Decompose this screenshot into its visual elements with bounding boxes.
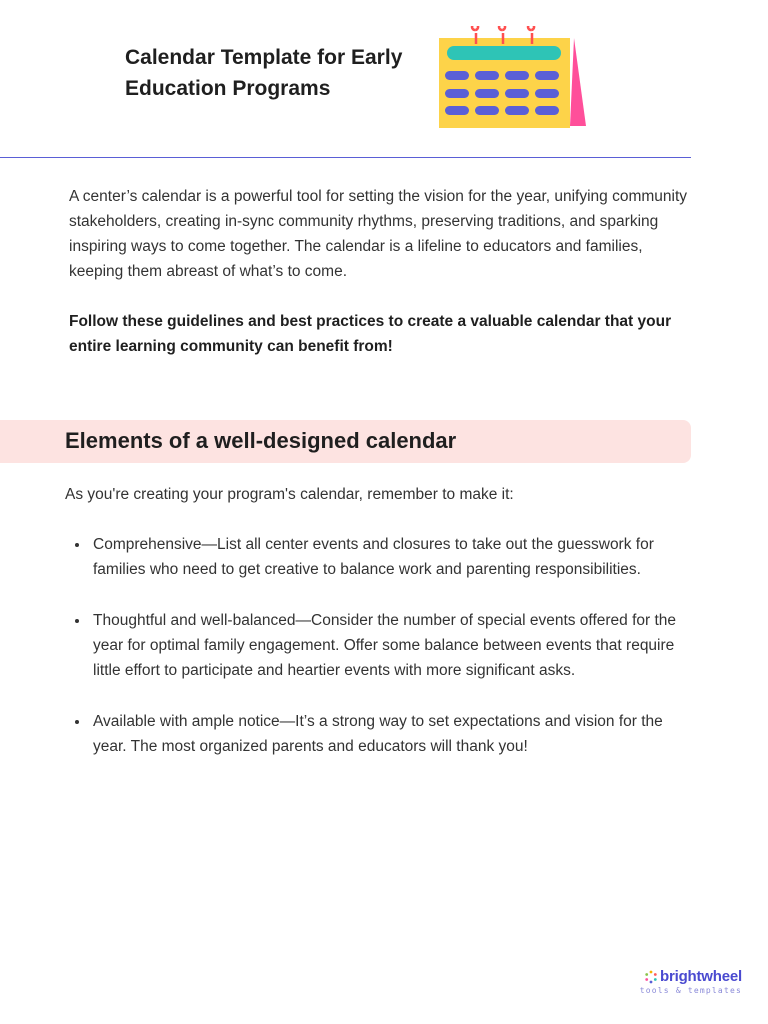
title-line-2: Education Programs xyxy=(125,77,331,100)
brand-footer xyxy=(632,968,742,995)
list-item: Available with ample notice—It’s a strong way to set expectations and vision for the year. The most organized parents and educators will thank you! xyxy=(73,709,683,759)
title-line-1: Calendar Template for Early xyxy=(125,46,403,69)
list-item: Thoughtful and well-balanced—Consider the number of special events offered for the year for optimal family engagement. Offer some balance between events that require little effort to participate and heartier events with more significant asks. xyxy=(73,608,683,683)
brand-name: brightwheel xyxy=(660,968,742,985)
list-item: Comprehensive—List all center events and closures to take out the guesswork for families who need to get creative to balance work and parenting responsibilities. xyxy=(73,532,683,582)
section-banner xyxy=(0,420,691,463)
brand-tagline: tools & templates xyxy=(639,986,742,995)
brightwheel-logo-icon xyxy=(644,970,658,984)
section-lead: As you're creating your program's calendar, remember to make it: xyxy=(65,486,514,503)
calendar-icon xyxy=(436,26,592,132)
elements-list xyxy=(73,532,683,785)
intro-paragraph: A center’s calendar is a powerful tool for setting the vision for the year, unifying community stakeholders, creating in-sync community rhythms, preserving traditions, and sparking inspiring ways to come together. The calendar is a lifeline to educators and families, keeping them abreast of what’s to come. xyxy=(69,188,688,280)
section-heading: Elements of a well-designed calendar xyxy=(65,428,457,453)
intro-text xyxy=(69,184,689,359)
intro-bold-paragraph: Follow these guidelines and best practices to create a valuable calendar that your entire learning community can benefit from! xyxy=(69,313,672,355)
header-divider xyxy=(0,157,691,158)
page-title xyxy=(125,42,445,104)
